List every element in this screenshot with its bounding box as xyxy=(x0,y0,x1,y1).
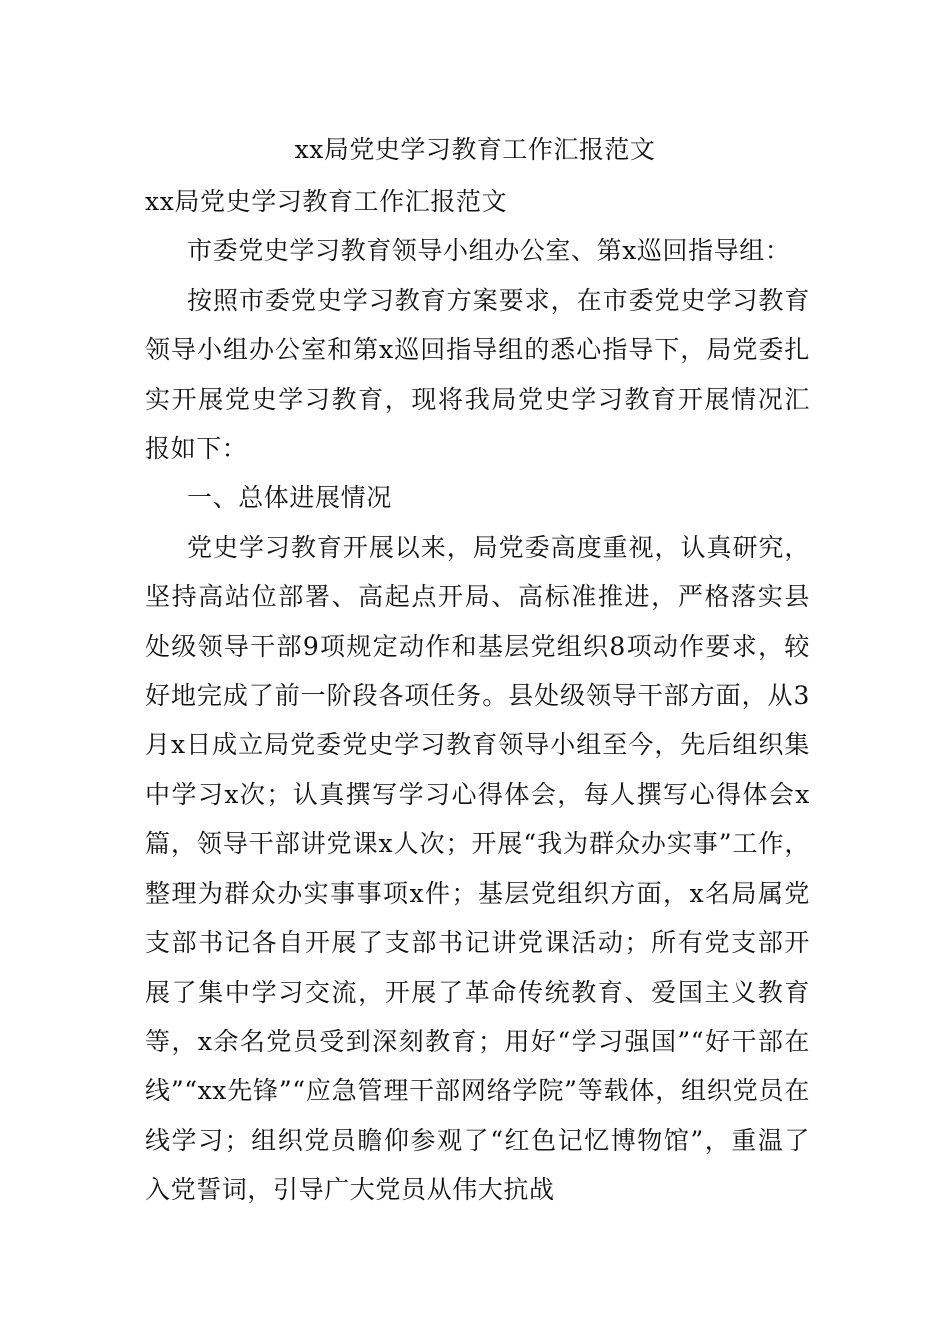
section-heading: 一、总体进展情况 xyxy=(187,483,392,513)
document-body xyxy=(145,177,810,1215)
document-subtitle: xx局党史学习教育工作汇报范文 xyxy=(145,187,508,216)
document-title: xx局党史学习教育工作汇报范文 xyxy=(294,135,656,164)
salutation: 市委党史学习教育领导小组办公室、第x巡回指导组： xyxy=(187,236,791,266)
section-paragraph: 党史学习教育开展以来，局党委高度重视，认真研究，坚持高站位部署、高起点开局、高标准推进，严格落实县处级领导干部9项规定动作和基层党组织8项动作要求，较好地完成了前一阶段各项任务。县处级领导干部方面，从3月x日成立局党委党史学习教育领导小组至今，先后组织集中学习x次；认真撰写学习心得体会，每人撰写心得体会x篇，领导干部讲党课x人次；开展“我为群众办实事”工作，整理为群众办实事事项x件；基层党组织方面，x名局属党支部书记各自开展了支部书记讲党课活动；所有党支部开展了集中学习交流，开展了革命传统教育、爱国主义教育等，x余名党员受到深刻教育；用好“学习强国”“好干部在线”“xx先锋”“应急管理干部网络学院”等载体，组织党员在线学习；组织党员瞻仰参观了“红色记忆博物馆”，重温了入党誓词，引导广大党员从伟大抗战 xyxy=(145,532,810,1205)
intro-paragraph: 按照市委党史学习教育方案要求，在市委党史学习教育领导小组办公室和第x巡回指导组的悉心指导下，局党委扎实开展党史学习教育，现将我局党史学习教育开展情况汇报如下： xyxy=(145,285,810,464)
